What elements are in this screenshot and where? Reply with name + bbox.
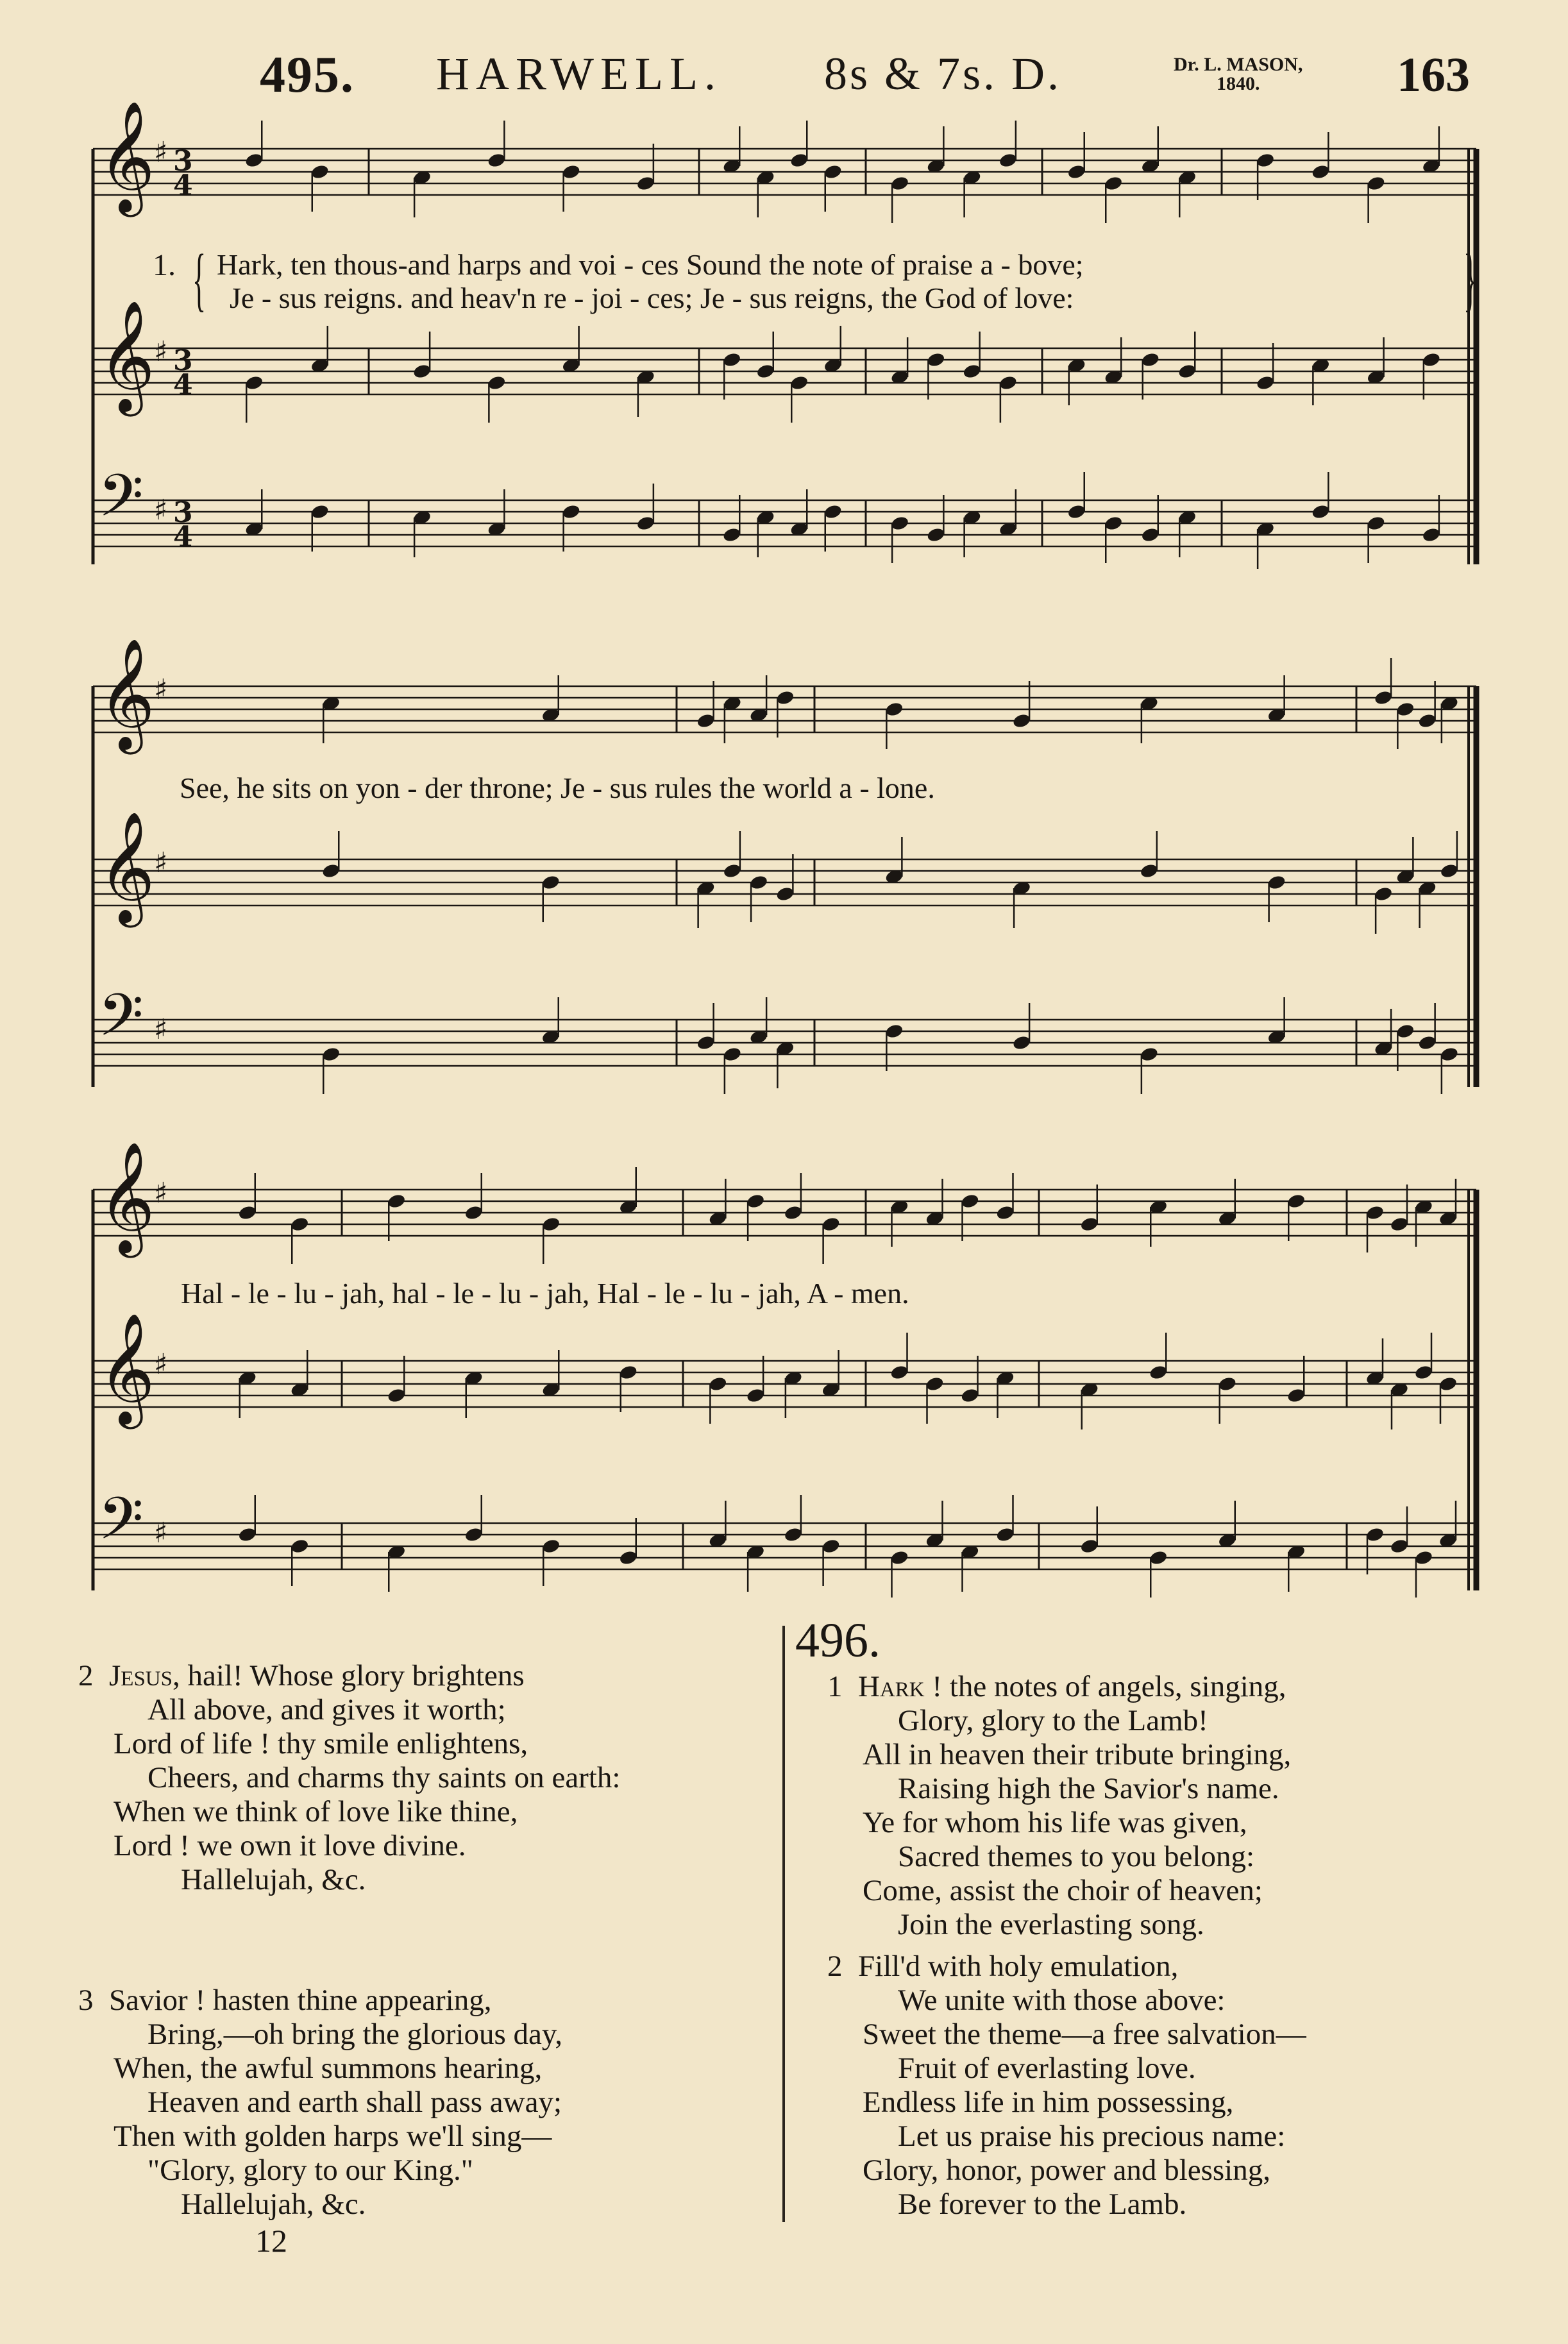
verse-line: Glory, honor, power and blessing, [863, 2154, 1270, 2187]
treble-clef: 𝄞 [98, 101, 155, 212]
note [1390, 1216, 1410, 1233]
note [618, 1364, 638, 1381]
verse-line: Lord of life ! thy smile enlightens, [114, 1727, 528, 1760]
note [995, 1204, 1015, 1221]
note [387, 1387, 407, 1404]
note [960, 1387, 980, 1404]
verse-495-2 [78, 1659, 620, 1897]
note [1177, 363, 1197, 380]
note [1422, 351, 1442, 368]
verse-line: Ye for whom his life was given, [863, 1806, 1247, 1839]
verse-line: Sacred themes to you belong: [898, 1840, 1255, 1873]
verse-line: hail! Whose glory brightens [187, 1659, 525, 1692]
note [999, 152, 1018, 169]
hymn-496-number: 496. [795, 1614, 881, 1667]
verse-line: We unite with those above: [898, 1984, 1226, 2017]
note [487, 152, 507, 169]
verse-line: Endless life in him possessing, [863, 2086, 1234, 2119]
note [890, 175, 910, 192]
note [755, 363, 775, 380]
verse-first-word: Jesus, [109, 1659, 180, 1692]
verse-line: Fruit of everlasting love. [898, 2052, 1196, 2085]
note [696, 1034, 716, 1051]
note [1104, 515, 1124, 532]
time-signature-bottom: 4 [173, 521, 193, 553]
verse-line: Join the everlasting song. [898, 1908, 1204, 1941]
note [1395, 1023, 1415, 1040]
note [995, 1526, 1015, 1543]
verse-line: Let us praise his precious name: [898, 2120, 1286, 2153]
note [722, 351, 742, 368]
note [1374, 886, 1394, 902]
lyric-line-2: See, he sits on yon - der throne; Je - sus rules the world a - lone. [180, 771, 935, 804]
note [821, 1538, 841, 1555]
note [884, 701, 904, 718]
verse-refrain: Hallelujah, &c. [181, 1863, 366, 1896]
verse-line: Be forever to the Lamb. [898, 2188, 1187, 2221]
verse-495-3 [78, 1984, 562, 2222]
note [1217, 1376, 1237, 1392]
note [696, 712, 716, 729]
brace-right: } [1463, 240, 1478, 318]
verse-line: Fill'd with holy emulation, [858, 1950, 1179, 1983]
note [889, 1549, 909, 1566]
note [926, 351, 946, 368]
sharp-sign: ♯ [154, 1348, 168, 1381]
verse-line: Raising high the Savior's name. [898, 1772, 1279, 1805]
note [1267, 874, 1286, 891]
note [890, 515, 910, 532]
note [746, 1193, 766, 1210]
note [1079, 1216, 1099, 1233]
note [1286, 1193, 1306, 1210]
sharp-sign: ♯ [154, 136, 168, 169]
note [387, 1193, 407, 1210]
note [310, 164, 330, 180]
verse-line: Glory, glory to the Lamb! [898, 1704, 1208, 1737]
sharp-sign: ♯ [154, 1013, 168, 1046]
verse-first-word: Hark ! [858, 1670, 943, 1703]
composer-year: 1840. [1216, 73, 1260, 94]
note [1365, 1526, 1385, 1543]
note [1390, 1538, 1410, 1555]
note [1422, 527, 1442, 543]
note [561, 503, 581, 520]
note [1440, 863, 1460, 879]
signature-mark: 12 [255, 2223, 287, 2259]
note [541, 874, 561, 891]
note [310, 503, 330, 520]
verse-line: Cheers, and charms thy saints on earth: [148, 1761, 621, 1794]
note [749, 874, 769, 891]
note [1012, 712, 1032, 729]
verse-496-1 [827, 1670, 1291, 1942]
note [1140, 1046, 1159, 1063]
bass-clef: 𝄢 [98, 1485, 144, 1567]
note [962, 363, 982, 380]
note [244, 152, 264, 169]
note [244, 375, 264, 391]
note [889, 1364, 909, 1381]
note [636, 175, 656, 192]
sharp-sign: ♯ [154, 335, 168, 368]
verse-line: Come, assist the choir of heaven; [863, 1874, 1263, 1907]
verse-number: 1 [827, 1670, 843, 1703]
note [290, 1216, 310, 1233]
lyric-line-1a: Hark, ten thous-and harps and voi - ces Sound the note of praise a - bove; [217, 248, 1084, 281]
brace-left: { [192, 240, 207, 318]
note [1311, 503, 1331, 520]
column-divider [782, 1626, 785, 2222]
note [1256, 375, 1276, 391]
sharp-sign: ♯ [154, 1517, 168, 1549]
sharp-sign: ♯ [154, 847, 168, 879]
meter: 8s & 7s. D. [824, 48, 1062, 99]
note [1366, 175, 1386, 192]
note [1286, 1387, 1306, 1404]
note [823, 164, 843, 180]
treble-clef: 𝄞 [98, 1313, 155, 1424]
treble-clef: 𝄞 [98, 638, 155, 750]
note [789, 152, 809, 169]
verse-line: Bring,—oh bring the glorious day, [148, 2018, 563, 2051]
note [821, 1216, 841, 1233]
note [775, 689, 795, 706]
note [784, 1204, 804, 1221]
note [412, 363, 432, 380]
note [618, 1549, 638, 1566]
verse-line: All above, and gives it worth; [148, 1693, 506, 1726]
note [290, 1538, 310, 1555]
treble-clef: 𝄞 [98, 1142, 155, 1253]
bass-clef: 𝄢 [98, 462, 144, 544]
note [487, 375, 507, 391]
note [1417, 712, 1437, 729]
note [1365, 1204, 1385, 1221]
verse-line: Savior ! hasten thine appearing, [109, 1984, 492, 2017]
note [541, 1538, 561, 1555]
note [1140, 351, 1160, 368]
note [784, 1526, 804, 1543]
lyric-line-1b: Je - sus reigns. and heav'n re - joi - ces; Je - sus reigns, the God of love: [230, 282, 1074, 314]
note [321, 863, 341, 879]
tune-name: HARWELL. [436, 48, 722, 99]
note [1256, 152, 1276, 169]
note [775, 886, 795, 902]
note [1311, 164, 1331, 180]
note [1374, 689, 1394, 706]
verse-number: 3 [78, 1984, 94, 2017]
verse-line: the notes of angels, singing, [949, 1670, 1286, 1703]
verse-number-marker: 1. [153, 248, 176, 282]
note [1079, 1538, 1099, 1555]
note [1066, 164, 1086, 180]
note [464, 1526, 484, 1543]
time-signature-bottom: 4 [173, 169, 193, 202]
note [237, 1204, 257, 1221]
note [1438, 1376, 1458, 1392]
note [925, 1376, 945, 1392]
verse-line: Sweet the theme—a free salvation— [863, 2018, 1306, 2051]
note [1066, 503, 1086, 520]
note [1366, 515, 1386, 532]
note [636, 515, 656, 532]
note [1414, 1364, 1434, 1381]
note [746, 1387, 766, 1404]
note [1140, 863, 1159, 879]
verse-line: All in heaven their tribute bringing, [863, 1738, 1292, 1771]
verse-496-2 [827, 1950, 1306, 2222]
note [999, 375, 1018, 391]
note [884, 1023, 904, 1040]
note [823, 503, 843, 520]
note [1414, 1549, 1434, 1566]
verse-line: When, the awful summons hearing, [114, 2052, 543, 2085]
hymn-number: 495. [260, 47, 355, 103]
note [960, 1193, 980, 1210]
verse-line: Heaven and earth shall pass away; [148, 2086, 562, 2119]
note [321, 1046, 341, 1063]
composer-name: Dr. L. MASON, [1174, 54, 1303, 75]
treble-clef: 𝄞 [98, 300, 155, 412]
verse-line: When we think of love like thine, [114, 1795, 518, 1828]
note [926, 527, 946, 543]
verse-line: Then with golden harps we'll sing— [114, 2120, 552, 2153]
verse-number: 2 [827, 1950, 843, 1983]
verse-number: 2 [78, 1659, 94, 1692]
note [237, 1526, 257, 1543]
note [561, 164, 581, 180]
sharp-sign: ♯ [154, 494, 168, 527]
bass-clef: 𝄢 [98, 981, 144, 1063]
verse-line: "Glory, glory to our King." [148, 2154, 473, 2187]
note [1012, 1034, 1032, 1051]
sharp-sign: ♯ [154, 673, 168, 706]
page-number: 163 [1397, 48, 1470, 102]
note [1149, 1364, 1168, 1381]
lyric-line-3: Hal - le - lu - jah, hal - le - lu - jah, Hal - le - lu - jah, A - men. [181, 1277, 909, 1310]
note [541, 1216, 561, 1233]
time-signature-top: 3 [173, 145, 193, 178]
sharp-sign: ♯ [154, 1177, 168, 1210]
note [1395, 701, 1415, 718]
note [1417, 1034, 1437, 1051]
note [1140, 527, 1160, 543]
note [722, 527, 742, 543]
note [1149, 1549, 1168, 1566]
treble-clef: 𝄞 [98, 811, 155, 923]
note [464, 1204, 484, 1221]
note [1104, 175, 1124, 192]
verse-refrain: Hallelujah, &c. [181, 2188, 366, 2221]
time-signature-top: 3 [173, 496, 193, 529]
note [708, 1376, 728, 1392]
verse-line: Lord ! we own it love divine. [114, 1829, 466, 1862]
time-signature-top: 3 [173, 344, 193, 377]
note [723, 863, 743, 879]
note [723, 1046, 743, 1063]
note [1440, 1046, 1460, 1063]
time-signature-bottom: 4 [173, 369, 193, 401]
note [789, 375, 809, 391]
